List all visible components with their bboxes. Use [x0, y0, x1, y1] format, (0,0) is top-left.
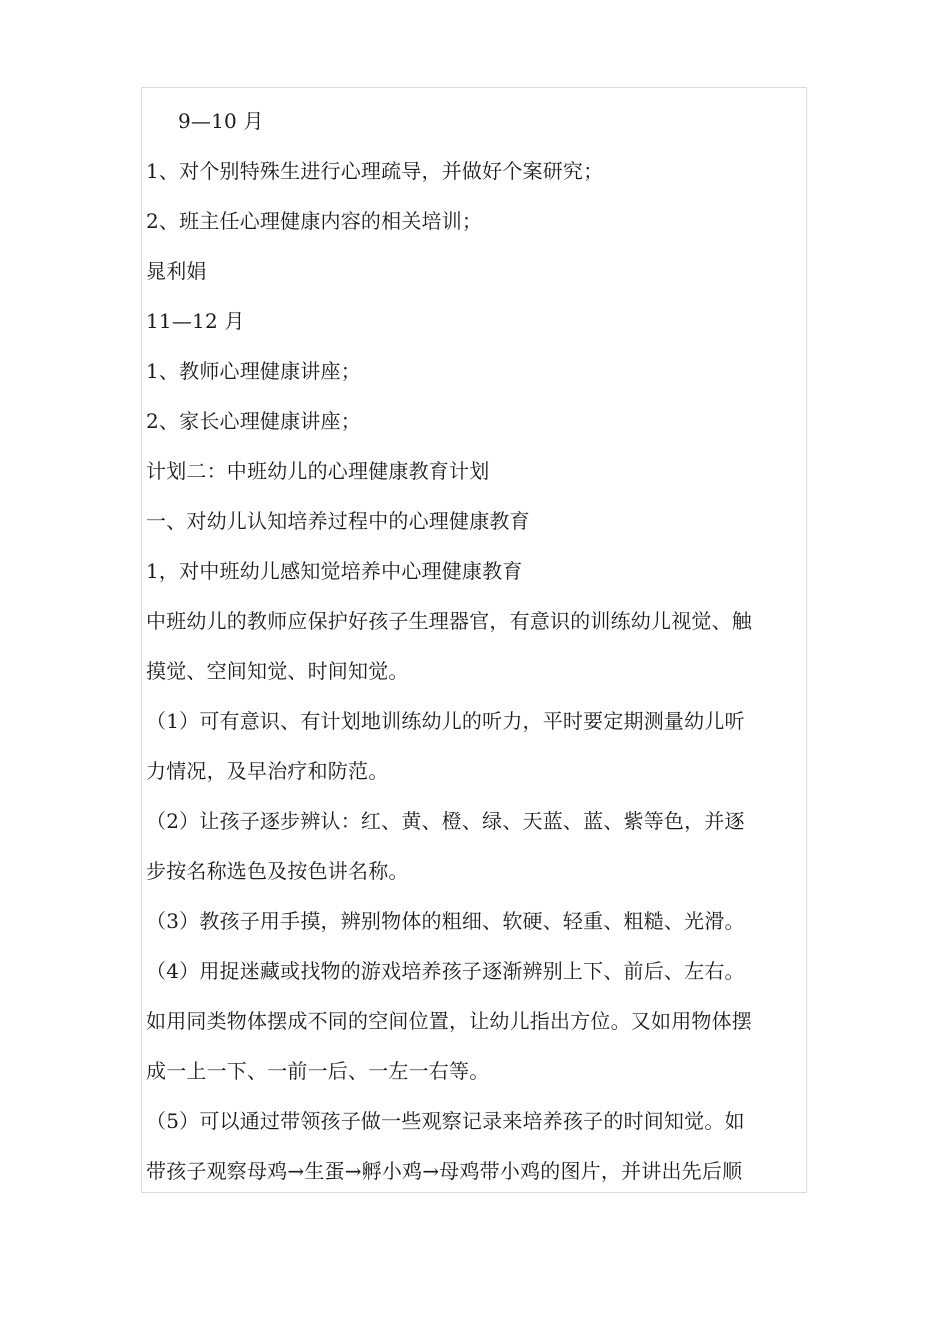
paragraph-line: （2）让孩子逐步辨认：红、黄、橙、绿、天蓝、蓝、紫等色，并逐: [146, 809, 745, 833]
paragraph-line: 摸觉、空间知觉、时间知觉。: [146, 659, 409, 683]
month-heading-sep-oct: 9—10 月: [178, 109, 264, 133]
subsection-heading: 1，对中班幼儿感知觉培养中心理健康教育: [146, 559, 523, 583]
document-body: [146, 96, 806, 1193]
paragraph-line: （3）教孩子用手摸，辨别物体的粗细、软硬、轻重、粗糙、光滑。: [146, 909, 745, 933]
plan-title: 计划二：中班幼儿的心理健康教育计划: [146, 459, 490, 483]
person-name: 晁利娟: [146, 259, 207, 283]
paragraph-line: 步按名称选色及按色讲名称。: [146, 859, 409, 883]
paragraph-line: 成一上一下、一前一后、一左一右等。: [146, 1059, 490, 1083]
paragraph-line: 中班幼儿的教师应保护好孩子生理器官，有意识的训练幼儿视觉、触: [146, 609, 752, 633]
text-line: 1、教师心理健康讲座；: [146, 359, 361, 383]
month-heading-nov-dec: 11—12 月: [146, 309, 245, 333]
text-line: 2、家长心理健康讲座；: [146, 409, 361, 433]
text-line: 1、对个别特殊生进行心理疏导，并做好个案研究；: [146, 159, 604, 183]
text-line: 2、班主任心理健康内容的相关培训；: [146, 209, 483, 233]
paragraph-line: （5）可以通过带领孩子做一些观察记录来培养孩子的时间知觉。如: [146, 1109, 745, 1133]
document-page: [141, 87, 807, 1193]
paragraph-line: （1）可有意识、有计划地训练幼儿的听力，平时要定期测量幼儿听: [146, 709, 745, 733]
section-heading: 一、对幼儿认知培养过程中的心理健康教育: [146, 509, 530, 533]
paragraph-line: 带孩子观察母鸡→生蛋→孵小鸡→母鸡带小鸡的图片，并讲出先后顺: [146, 1159, 743, 1183]
paragraph-line: 如用同类物体摆成不同的空间位置，让幼儿指出方位。又如用物体摆: [146, 1009, 752, 1033]
paragraph-line: 力情况，及早治疗和防范。: [146, 759, 389, 783]
paragraph-line: （4）用捉迷藏或找物的游戏培养孩子逐渐辨别上下、前后、左右。: [146, 959, 745, 983]
